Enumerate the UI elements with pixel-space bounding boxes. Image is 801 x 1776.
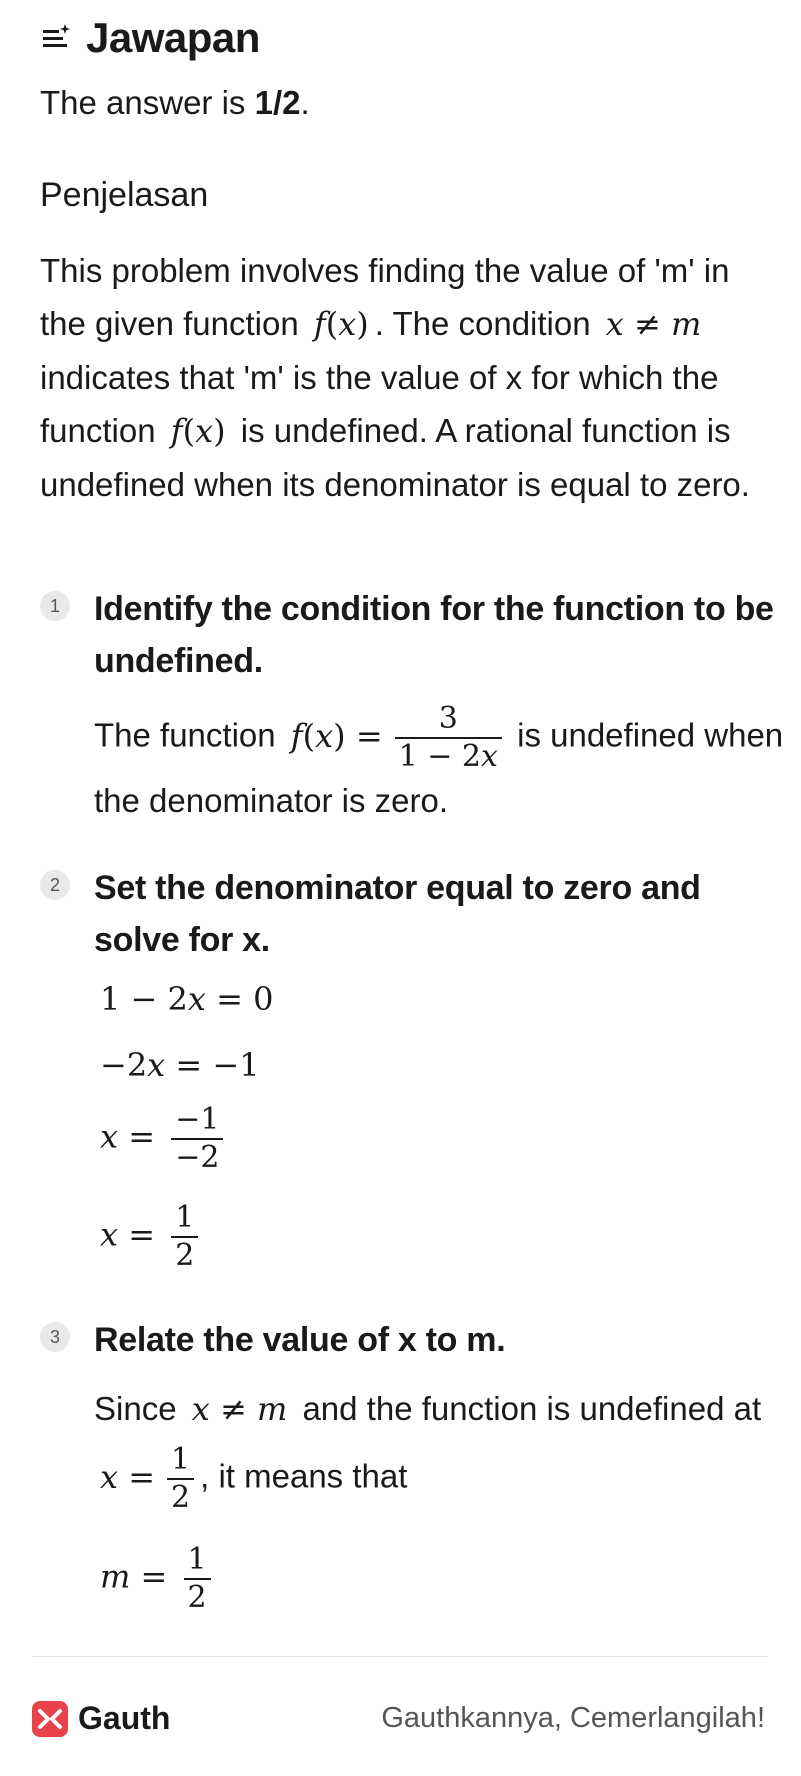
step-2 [40, 862, 780, 1292]
step-3-text-c: , it means that [200, 1457, 408, 1495]
step-title: Set the denominator equal to zero and solve for x. [94, 869, 701, 959]
step-1 [40, 583, 784, 833]
equation-3: x = $\frac{-1}{-2}$ [100, 1102, 229, 1176]
footer-divider [32, 1656, 768, 1657]
answer-prefix: The answer is [40, 84, 255, 121]
step-number-badge: 1 [40, 591, 70, 621]
step-title: Identify the condition for the function to be undefined. [94, 590, 774, 680]
step-1-text-a: The function [94, 716, 276, 754]
explanation-text-4: is undefined. A rational function is undefined when its denominator is equal to zero. [40, 412, 750, 503]
step-title: Relate the value of x to m. [94, 1321, 506, 1359]
explanation-label: Penjelasan [40, 176, 209, 214]
step-3 [40, 1314, 780, 1634]
math-fx-2: f(x) [170, 412, 226, 450]
brand-name: Gauth [78, 1700, 171, 1736]
math-fraction-3-over-1-2x: $\frac{3}{1 - 2x}$ [395, 701, 502, 775]
answer-suffix: . [300, 84, 310, 121]
step-1-text-b: is undefined when the denominator is zero. [94, 716, 784, 819]
step-number-badge: 2 [40, 870, 70, 900]
math-fx: f(x) [313, 305, 369, 343]
gauth-logo-icon [32, 1701, 68, 1737]
list-sparkle-icon [40, 22, 72, 54]
answer-text [40, 84, 310, 122]
math-x-neq-m: x ≠ m [605, 305, 702, 343]
explanation-text-2: . The condition [374, 305, 591, 342]
explanation-paragraph [40, 244, 760, 511]
explanation-text-1: This problem involves finding the value of 'm' in the given function [40, 252, 730, 342]
step-body [94, 701, 794, 827]
answer-header [40, 14, 260, 62]
equation-2: −2x = −1 [100, 1046, 260, 1084]
equation-m-eq-half: m = $\frac{1}{2}$ [100, 1542, 217, 1616]
step-3-text-b: and the function is undefined at [302, 1390, 762, 1427]
equation-4: x = $\frac{1}{2}$ [100, 1200, 204, 1274]
math-x-eq-half: x = [100, 1457, 156, 1496]
explanation-text-3: indicates that 'm' is the value of x for which the function [40, 359, 719, 449]
step-number-badge: 3 [40, 1322, 70, 1352]
math-fraction-half: $\frac{1}{2}$ [167, 1442, 194, 1516]
step-3-text-a: Since [94, 1390, 177, 1427]
footer-slogan: Gauthkannya, Cemerlangilah! [381, 1702, 765, 1734]
gauth-logo[interactable] [32, 1700, 170, 1737]
equation-1: 1 − 2x = 0 [100, 980, 274, 1018]
step-body [94, 1376, 794, 1516]
math-x-neq-m-2: x ≠ m [191, 1390, 288, 1428]
answer-value: 1/2 [254, 84, 301, 121]
page-title: Jawapan [86, 14, 260, 61]
math-fx-def: f(x) = [290, 716, 383, 755]
